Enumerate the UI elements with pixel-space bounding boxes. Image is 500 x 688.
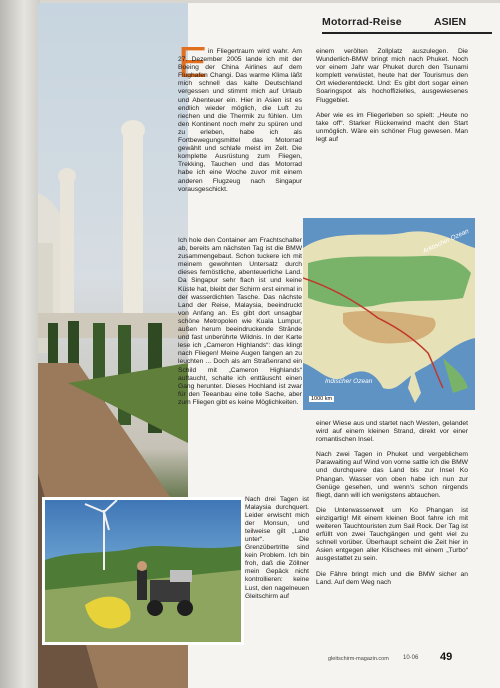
section-region: ASIEN: [434, 16, 467, 28]
motorcycle-inset-photo: [42, 497, 244, 645]
paragraph: Nach zwei Tagen in Phuket und vergeblichem Parawaiting auf Wind von vorne sattle ich die BMW und durchquere das Land bis zur Insel Ko Phangan. Wasser von oben habe ich nun zur Genüge gesehen, und wenn's schon nirgends fliegt, dann will ich wenigstens abtauchen.: [316, 451, 468, 499]
paragraph: einer Wiese aus und startet nach Westen, gelandet wird auf einem kleinen Strand, direkt vor einer romantischen Insel.: [316, 420, 468, 444]
paragraph: in Fliegertraum wird wahr. Am 27. Dezember 2005 lande ich mit der Boeing der China Airlines auf dem Flughafen Changi. Das warme Klima läßt mich schnell das kalte Deutschland vergessen und stimmt mich auf Urlaub und Abenteuer ein. Hier in Asien ist es endlich wieder möglich, die Luft zu riechen und die Thermik zu fühlen. Um den Kontinent noch mehr zu spüren und zu erleben, habe ich als Fortbewegungsmittel das Motorrad gewählt und schlafe meist im Zelt. Die komplette Ausrüstung zum Fliegen, Trekking, Tauchen und das Motorrad habe ich eine Woche zuvor mit einem anderen Flugzeug nach Singapur vorausgeschickt.: [178, 48, 302, 193]
paragraph: Ich hole den Container am Frachtschalter ab, bereits am nächsten Tag ist die BMW zusammengebaut. Schon tuckere ich mit meinem gewohnten Untersatz durch dieses fernöstliche, abenteuerliche Land. Da Singapur sehr flach ist und keine Küste hat, bleibt der Schirm erst einmal in der wasserdichten Tasche. Das nächste Land der Reise, Malaysia, beeindruckt von Anfang an. Es gibt dort unsagbar schöne Metropolen wie Kuala Lumpur, außen herum beeindruckende Strände und fast unberührte Wildnis. In der Karte lese ich „Cameron Highlands“: das klingt nach Fliegen! Meine Augen fangen an zu leuchten ... Doch als am Straßenrand ein Schild mit „Cameron Highlands“ auftaucht, schalte ich enttäuscht einen Gang herunter. Dieses Hochland ist zwar für den Teeanbau eine tolle Sache, aber zum Fliegen gibt es keine Möglichkeiten.: [178, 237, 302, 406]
article-col1-para2: [178, 237, 302, 414]
section-title: Motorrad-Reise: [322, 16, 402, 28]
map-label-arctic: Arktischer Ozean: [421, 227, 471, 256]
article-col1-para1: [178, 38, 302, 201]
footer-url: gleitschirm-magazin.com: [328, 656, 389, 662]
asia-map: [303, 218, 475, 410]
section-header: [322, 12, 492, 34]
article-col1-para3: [245, 496, 309, 608]
paragraph: Die Fähre bringt mich und die BMW sicher an Land. Auf dem Weg nach: [316, 570, 468, 586]
paragraph: Nach drei Tagen ist Malaysia durchquert. Leider erwischt mich der Monsun, und teilweise gilt „Land unter“. Die Grenzübertritte sind kein Problem. Ich bin froh, daß die Zöllner mein Gepäck nicht kontrollieren: keine Lust, den nagelneuen Gleitschirm auf: [245, 496, 309, 600]
drop-cap: E: [178, 38, 208, 87]
page-number: 49: [440, 651, 453, 663]
article-col2-bottom: [316, 420, 468, 594]
footer-date: 10·06: [403, 655, 419, 661]
book-spine: [0, 0, 40, 688]
paragraph: einem verölten Zollplatz auszulegen. Die Wunderlich-BMW bringt mich nach Phuket. Noch vor einem Jahr war Phuket durch den Tsunami komplett verwüstet, heute hat der Tourismus den Ort wiederentdeckt. Und: Es gibt dort sogar einen Soaringspot als hochoffizielles, ausgewiesenes Fluggebiet.: [316, 48, 468, 104]
header-rule: [322, 32, 492, 34]
paragraph: Aber wie es im Fliegerleben so spielt: „Heute no take off“. Starker Rückenwind macht den Start unmöglich. Wäre ein schöner Flug gewesen. Man legt auf: [316, 111, 468, 143]
map-label-indian: Indischer Ozean: [325, 378, 373, 385]
map-scale-bar: 1000 km: [311, 396, 333, 402]
article-col2-top: [316, 48, 468, 151]
paragraph: Die Unterwasserwelt um Ko Phangan ist einzigartig! Mit einem kleinen Boot fahre ich mit weiteren Tauchtouristen zum Sail Rock. Der Tag ist erfüllt von zwei Tauchgängen und geht viel zu schnell vorüber. Überhaupt scheint die Zeit hier in Asien entgegen aller Klischees mit einem „Turbo“ ausgestattet zu sein.: [316, 506, 468, 563]
